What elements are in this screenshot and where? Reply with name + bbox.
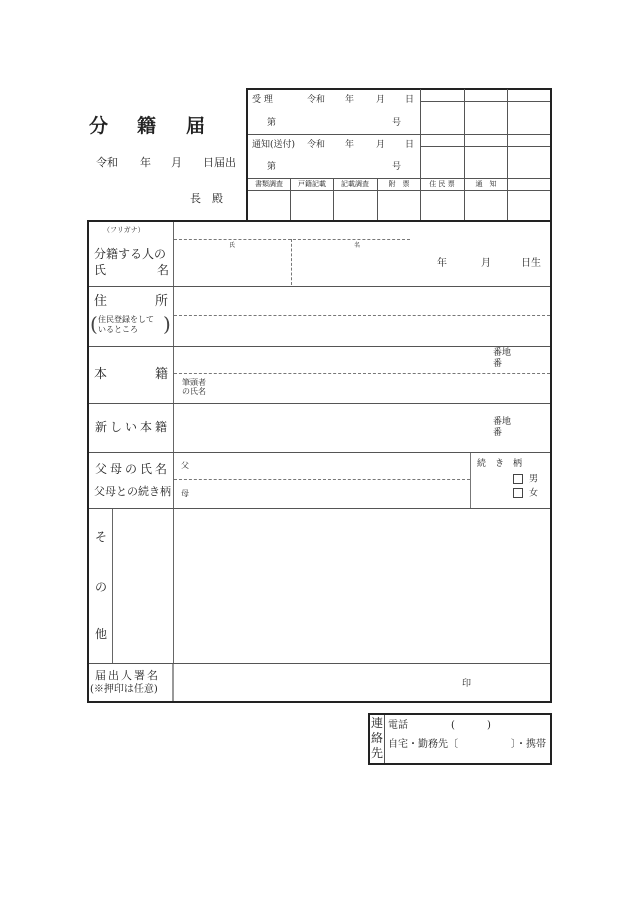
name-row-label: 氏 <box>94 263 107 277</box>
contact-label-char: 先 <box>371 746 384 760</box>
signature-input[interactable] <box>175 664 550 701</box>
other-label: の <box>95 580 108 594</box>
given-name-input[interactable] <box>292 240 412 285</box>
other-label: 他 <box>95 627 108 641</box>
year-label: 年 <box>345 95 355 105</box>
contact-label-char: 絡 <box>371 731 384 745</box>
month-label: 月 <box>171 156 182 169</box>
check-col-label: 記載調査 <box>341 180 369 188</box>
parents-relation-label: 父母との続き柄 <box>94 485 171 498</box>
male-label: 男 <box>529 474 539 485</box>
furigana-label: （フリガナ） <box>103 226 145 234</box>
number-prefix: 第 <box>267 162 277 172</box>
surname-input[interactable] <box>175 240 290 285</box>
relation-label: 続 き 柄 <box>477 459 523 469</box>
chief-label: 長 <box>190 192 201 205</box>
signature-label: 届出人署名 <box>95 669 160 682</box>
month-label: 月 <box>376 140 386 150</box>
address-label: 住 <box>94 294 108 309</box>
check-col-label: 通 知 <box>475 180 497 188</box>
mother-name-input[interactable] <box>192 480 468 507</box>
title-char: 届 <box>186 115 206 137</box>
day-label: 日 <box>405 140 415 150</box>
relation-option-female[interactable] <box>513 488 538 499</box>
name-row-label: 分籍する人の <box>94 247 167 261</box>
relation-option-male[interactable] <box>513 474 538 485</box>
home-work-label: 自宅・勤務先〔 <box>388 739 458 750</box>
address-sublabel: 住民登録をして <box>98 315 154 324</box>
receipt-label: 受 理 <box>252 95 273 105</box>
ban-label: 番 <box>493 428 503 438</box>
area-code-open: ( <box>451 720 455 731</box>
check-col-label: 住 民 票 <box>429 180 455 188</box>
father-label: 父 <box>181 461 189 470</box>
new-honseki-label: 新しい本籍 <box>95 420 171 434</box>
paren-close-icon: ) <box>163 312 171 336</box>
era-label: 令和 <box>307 95 326 105</box>
area-code-close: ) <box>487 720 491 731</box>
household-head-label: の氏名 <box>182 387 206 396</box>
seal-optional-note: (※押印は任意) <box>90 684 158 695</box>
furigana-input[interactable] <box>174 222 410 239</box>
banchi-label: 番地 <box>493 417 512 427</box>
year-label: 年 <box>345 140 355 150</box>
phone-label: 電話 <box>388 720 408 731</box>
check-col-label: 附 票 <box>388 180 410 188</box>
address-input[interactable] <box>175 287 550 315</box>
parents-name-label: 父母の氏名 <box>95 462 171 476</box>
honorific-label: 殿 <box>212 192 223 205</box>
given-name-label: 名 <box>354 242 361 249</box>
contact-label-char: 連 <box>371 716 384 730</box>
other-textarea[interactable] <box>114 510 550 662</box>
month-label: 月 <box>376 95 386 105</box>
surname-label: 氏 <box>229 242 236 249</box>
notice-label: 通知(送付) <box>252 140 296 150</box>
mother-label: 母 <box>181 489 189 498</box>
era-label: 令和 <box>307 140 326 150</box>
title-char: 籍 <box>137 115 157 137</box>
male-checkbox[interactable] <box>513 474 523 484</box>
number-prefix: 第 <box>267 118 277 128</box>
seal-label: 印 <box>462 679 472 689</box>
check-col-label: 戸籍記載 <box>298 180 326 188</box>
address-sublabel: いるところ <box>98 325 138 334</box>
address-label: 所 <box>155 294 169 309</box>
household-head-input[interactable] <box>215 374 550 402</box>
female-checkbox[interactable] <box>513 488 523 498</box>
number-suffix: 号 <box>392 118 402 128</box>
title-char: 分 <box>89 115 109 137</box>
birth-month-label: 月 <box>481 258 491 269</box>
birth-year-label: 年 <box>437 258 447 269</box>
household-head-label: 筆頭者 <box>182 378 206 387</box>
other-label: そ <box>95 530 108 544</box>
day-filed-label: 日届出 <box>203 156 236 169</box>
number-suffix: 号 <box>392 162 402 172</box>
honseki-input[interactable] <box>175 347 475 372</box>
ban-label: 番 <box>493 359 503 369</box>
new-honseki-input[interactable] <box>175 404 475 451</box>
day-label: 日 <box>405 95 415 105</box>
father-name-input[interactable] <box>192 453 468 479</box>
address-input-2[interactable] <box>175 316 550 345</box>
year-label: 年 <box>140 156 151 169</box>
banchi-label: 番地 <box>493 348 512 358</box>
paren-open-icon: ( <box>90 312 98 336</box>
honseki-label: 本 <box>94 367 108 382</box>
name-row-label: 名 <box>157 263 170 277</box>
birth-day-label: 日生 <box>521 258 541 269</box>
mobile-label: 〕・携帯 <box>511 739 546 750</box>
check-col-label: 書類調査 <box>255 180 283 188</box>
era-label: 令和 <box>96 156 118 169</box>
honseki-label: 籍 <box>155 367 169 382</box>
female-label: 女 <box>529 488 539 499</box>
